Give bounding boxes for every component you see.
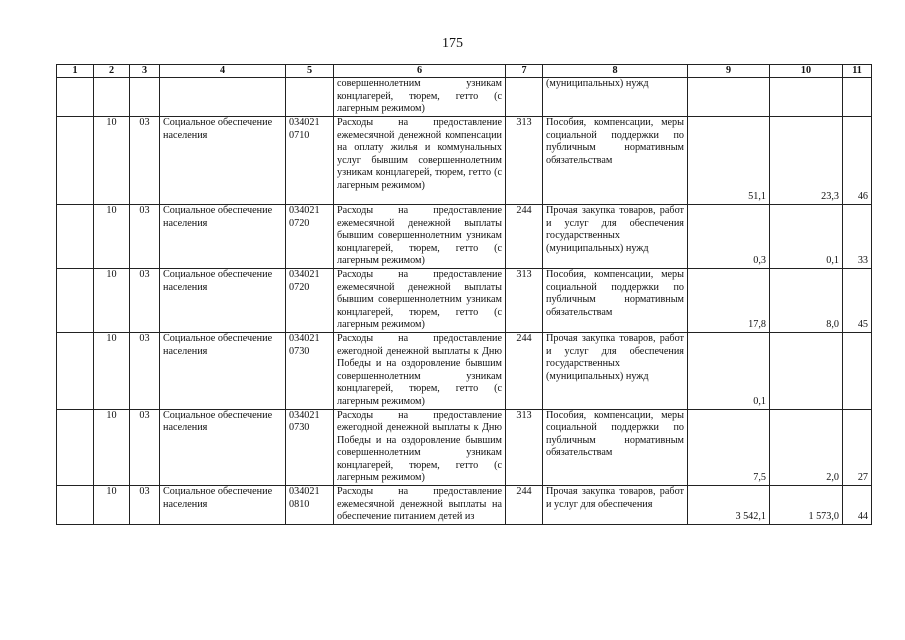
table-row <box>57 268 872 332</box>
table-row <box>57 486 872 525</box>
cell-amount-plan: 0,3 <box>688 205 770 269</box>
column-header: 3 <box>130 65 160 78</box>
cell-subsection: 03 <box>130 268 160 332</box>
column-header: 11 <box>843 65 872 78</box>
cell-section-name: Социальное обеспечение населения <box>160 205 286 269</box>
cell-expense-code: 313 <box>506 268 543 332</box>
cell-amount-plan: 3 542,1 <box>688 486 770 525</box>
cell-amount-actual <box>770 332 843 409</box>
cell-amount-actual: 23,3 <box>770 117 843 205</box>
column-header: 10 <box>770 65 843 78</box>
table-row <box>57 332 872 409</box>
cell-subsection: 03 <box>130 486 160 525</box>
cell-col1 <box>57 486 94 525</box>
cell-section: 10 <box>94 332 130 409</box>
cell-col1 <box>57 268 94 332</box>
cell-section-name: Социальное обеспечение населения <box>160 117 286 205</box>
cell-amount-actual: 2,0 <box>770 409 843 486</box>
cell-target-code: 034021 0810 <box>286 486 334 525</box>
cell-subsection: 03 <box>130 117 160 205</box>
cell-section-name <box>160 78 286 117</box>
cell-target-code: 034021 0730 <box>286 332 334 409</box>
cell-expense-type: Пособия, компенсации, меры социальной поддержки по публичным нормативным обязательствам <box>543 409 688 486</box>
cell-expense-type: (муниципальных) нужд <box>543 78 688 117</box>
cell-amount-actual: 8,0 <box>770 268 843 332</box>
column-header: 4 <box>160 65 286 78</box>
cell-expense-type: Прочая закупка товаров, работ и услуг для обеспечения <box>543 486 688 525</box>
cell-target-code: 034021 0720 <box>286 205 334 269</box>
cell-section-name: Социальное обеспечение населения <box>160 409 286 486</box>
cell-expense-type: Прочая закупка товаров, работ и услуг для обеспечения государственных (муниципальных) нужд <box>543 332 688 409</box>
cell-expense-code: 244 <box>506 205 543 269</box>
cell-subsection <box>130 78 160 117</box>
cell-percent <box>843 332 872 409</box>
column-header: 6 <box>334 65 506 78</box>
cell-col1 <box>57 78 94 117</box>
cell-subsection: 03 <box>130 332 160 409</box>
cell-section-name: Социальное обеспечение населения <box>160 486 286 525</box>
cell-amount-plan: 7,5 <box>688 409 770 486</box>
cell-section: 10 <box>94 117 130 205</box>
table-row <box>57 409 872 486</box>
cell-col1 <box>57 332 94 409</box>
cell-expense-code: 313 <box>506 409 543 486</box>
cell-target-code: 034021 0730 <box>286 409 334 486</box>
cell-percent <box>843 78 872 117</box>
column-header: 8 <box>543 65 688 78</box>
cell-expense-code: 244 <box>506 486 543 525</box>
cell-description: Расходы на предоставление ежегодной денежной выплаты к Дню Победы и на оздоровление бывшим совершеннолетним узникам концлагерей, тюрем, гетто (с лагерным режимом) <box>334 409 506 486</box>
cell-subsection: 03 <box>130 409 160 486</box>
cell-target-code <box>286 78 334 117</box>
cell-expense-type: Пособия, компенсации, меры социальной поддержки по публичным нормативным обязательствам <box>543 117 688 205</box>
cell-col1 <box>57 205 94 269</box>
table-row <box>57 205 872 269</box>
cell-expense-code: 313 <box>506 117 543 205</box>
cell-description: Расходы на предоставление ежемесячной денежной выплаты на обеспечение питанием детей из <box>334 486 506 525</box>
cell-subsection: 03 <box>130 205 160 269</box>
cell-section: 10 <box>94 486 130 525</box>
cell-expense-type: Пособия, компенсации, меры социальной поддержки по публичным нормативным обязательствам <box>543 268 688 332</box>
cell-percent: 27 <box>843 409 872 486</box>
cell-description: совершеннолетним узникам концлагерей, тюрем, гетто (с лагерным режимом) <box>334 78 506 117</box>
budget-table <box>56 64 872 525</box>
table-row <box>57 117 872 205</box>
cell-target-code: 034021 0720 <box>286 268 334 332</box>
cell-target-code: 034021 0710 <box>286 117 334 205</box>
cell-amount-plan: 0,1 <box>688 332 770 409</box>
cell-percent: 45 <box>843 268 872 332</box>
cell-description: Расходы на предоставление ежемесячной денежной выплаты бывшим совершеннолетним узникам концлагерей, тюрем, гетто (с лагерным режимом) <box>334 268 506 332</box>
cell-percent: 46 <box>843 117 872 205</box>
cell-section-name: Социальное обеспечение населения <box>160 268 286 332</box>
column-header: 5 <box>286 65 334 78</box>
cell-description: Расходы на предоставление ежегодной денежной выплаты к Дню Победы и на оздоровление бывшим совершеннолетним узникам концлагерей, тюрем, гетто (с лагерным режимом) <box>334 332 506 409</box>
column-header: 1 <box>57 65 94 78</box>
cell-amount-actual: 1 573,0 <box>770 486 843 525</box>
cell-amount-plan: 51,1 <box>688 117 770 205</box>
cell-section: 10 <box>94 409 130 486</box>
cell-amount-actual: 0,1 <box>770 205 843 269</box>
page-number: 175 <box>442 36 463 51</box>
cell-section <box>94 78 130 117</box>
cell-expense-code <box>506 78 543 117</box>
column-header: 9 <box>688 65 770 78</box>
cell-section: 10 <box>94 268 130 332</box>
table-row <box>57 78 872 117</box>
header-row <box>57 65 872 78</box>
cell-description: Расходы на предоставление ежемесячной денежной компенсации на оплату жилья и коммунальных услуг бывшим совершеннолетним узникам концлагерей, тюрем, гетто (с лагерным режимом) <box>334 117 506 205</box>
cell-description: Расходы на предоставление ежемесячной денежной выплаты бывшим совершеннолетним узникам концлагерей, тюрем, гетто (с лагерным режимом) <box>334 205 506 269</box>
cell-expense-type: Прочая закупка товаров, работ и услуг для обеспечения государственных (муниципальных) нужд <box>543 205 688 269</box>
cell-col1 <box>57 117 94 205</box>
column-header: 7 <box>506 65 543 78</box>
cell-percent: 44 <box>843 486 872 525</box>
column-header: 2 <box>94 65 130 78</box>
cell-col1 <box>57 409 94 486</box>
cell-amount-plan: 17,8 <box>688 268 770 332</box>
cell-amount-actual <box>770 78 843 117</box>
cell-section: 10 <box>94 205 130 269</box>
cell-expense-code: 244 <box>506 332 543 409</box>
cell-section-name: Социальное обеспечение населения <box>160 332 286 409</box>
cell-amount-plan <box>688 78 770 117</box>
cell-percent: 33 <box>843 205 872 269</box>
